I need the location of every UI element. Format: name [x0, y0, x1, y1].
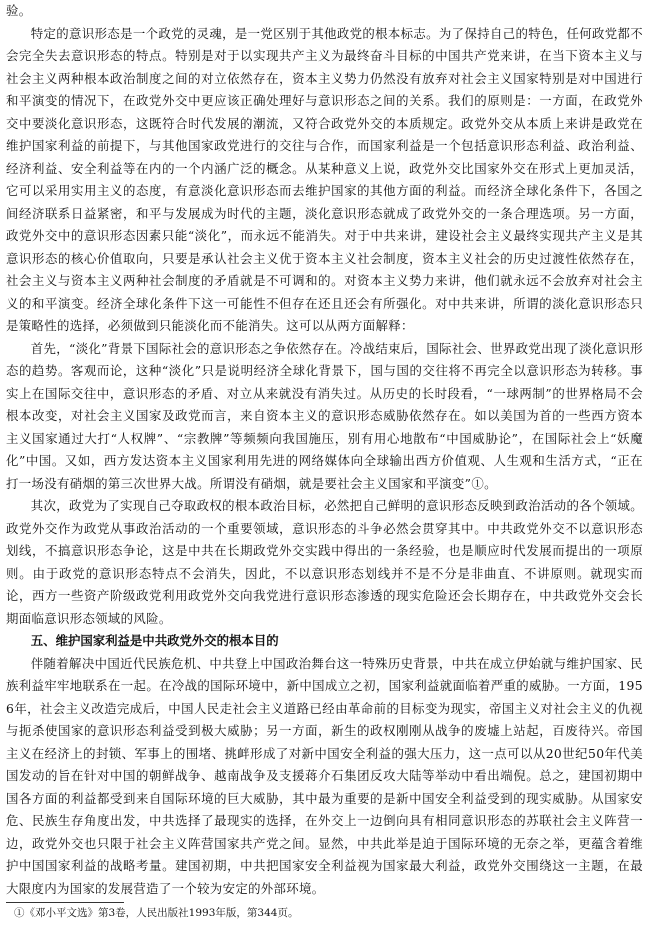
paragraph-first-point: 首先，“淡化”背景下国际社会的意识形态之争依然存在。冷战结束后，国际社会、世界政党出现了淡化意识形态的趋势。客观而论，这种“淡化”只是说明经济全球化背景下，国与国的交往将不再完全以意识形态为转移。事实上在国际交往中，意识形态的矛盾、对立从来就没有消失过。从历史的长时段看，“一球两制”的世界格局不会根本改变，对社会主义国家及政党而言，来自资本主义的意识形态威胁依然存在。如以美国为首的一些西方资本主义国家通过大打“人权牌”、“宗教牌”等频频向我国施压，别有用心地散布“中国威胁论”，在国际社会上“妖魔化”中国。又如，西方发达资本主义国家利用先进的网络媒体向全球输出西方价值观、人生观和生活方式，“正在打一场没有硝烟的第三次世界大战。所谓没有硝烟，就是要社会主义国家和平演变”①。 — [6, 340, 643, 491]
paragraph-national-interest: 伴随着解决中国近代民族危机、中共登上中国政治舞台这一特殊历史背景，中共在成立伊始就与维护国家、民族利益牢牢地联系在一起。在冷战的国际环境中，新中国成立之初，国家利益就面临着严重的威胁。一方面，1956年，社会主义改造完成后，中国人民走社会主义道路已经由革命前的目标变为现实，帝国主义对社会主义的仇视与扼杀使国家的意识形态利益受到极大威胁；另一方面，新生的政权刚刚从战争的废墟上站起，百废待兴。帝国主义在经济上的封锁、军事上的围堵、挑衅形成了对新中国安全利益的强大压力，这一点可以从20世纪50年代美国发动的旨在针对中国的朝鲜战争、越南战争及支援蒋介石集团反攻大陆等举动中看出端倪。总之，建国初期中国各方面的利益都受到来自国际环境的巨大威胁，其中最为重要的是新中国安全利益受到的现实威胁。从国家安危、民族生存角度出发，中共选择了最现实的选择，在外交上一边倒向具有相同意识形态的苏联社会主义阵营一边，政党外交也只限于社会主义阵营国家共产党之间。显然，中共此举是迫于国际环境的无奈之举，更蕴含着维护中国国家利益的战略考量。建国初期，中共把国家安全利益视为国家最大利益，政党外交围绕这一主题，在最大限度内为国家的发展营造了一个较为安定的外部环境。 — [6, 655, 643, 896]
paragraph-second-point: 其次，政党为了实现自己夺取政权的根本政治目标，必然把自己鲜明的意识形态反映到政治活动的各个领域。政党外交作为政党从事政治活动的一个重要领域，意识形态的斗争必然会贯穿其中。中共政党外交不以意识形态划线，不搞意识形态争论，这是中共在长期政党外交实践中得出的一条经验，也是顺应时代发展而提出的一项原则。由于政党的意识形态特点不会消失，因此，不以意识形态划线并不是不分是非曲直、不讲原则。就现实而论，西方一些资产阶级政党利用政党外交向我党进行意识形态渗透的现实危险还会长期存在，中共政党外交会长期面临意识形态领域的风险。 — [6, 498, 643, 626]
footnote-divider — [6, 902, 124, 903]
paragraph-ideology-soul: 特定的意识形态是一个政党的灵魂，是一党区别于其他政党的根本标志。为了保持自己的特色，任何政党都不会完全失去意识形态的特点。特别是对于以实现共产主义为最终奋斗目标的中国共产党来讲，在当下资本主义与社会主义两种根本政治制度之间的对立依然存在，资本主义势力仍然没有放弃对社会主义国家特别是对中国进行和平演变的情况下，在政党外交中更应该正确处理好与意识形态之间的关系。我们的原则是：一方面，在政党外交中要淡化意识形态，这既符合时代发展的潮流，又符合政党外交的本质规定。政党外交从本质上来讲是政党在维护国家利益的前提下，与其他国家政党进行的交往与合作，而国家利益是一个包括意识形态利益、政治利益、经济利益、安全利益等在内的一个内涵广泛的概念。从某种意义上说，政党外交比国家外交在形式上更加灵活，它可以采用实用主义的态度，有意淡化意识形态而去维护国家的其他方面的利益。而经济全球化条件下，各国之间经济联系日益紧密，和平与发展成为时代的主题，淡化意识形态就成了政党外交的一条合理选项。另一方面，政党外交中的意识形态因素只能“淡化”，而永远不能消失。对于中共来讲，建设社会主义最终实现共产主义是其意识形态的核心价值取向，只要是承认社会主义优于资本主义社会制度，资本主义社会的历史过渡性依然存在，社会主义与资本主义两种社会制度的矛盾就是不可调和的。对资本主义势力来讲，他们就永远不会放弃对社会主义的和平演变。经济全球化条件下这一可能性不但存在还且还会有所强化。对中共来讲，所谓的淡化意识形态只是策略性的选择，必须做到只能淡化而不能消失。这可以从两方面解释： — [6, 25, 643, 333]
document-body — [6, 0, 643, 900]
paragraph-continuation: 验。 — [6, 3, 32, 18]
section-heading: 五、维护国家利益是中共政党外交的根本目的 — [30, 633, 279, 648]
footnote: ①《邓小平文选》第3卷，人民出版社1993年版，第344页。 — [14, 907, 299, 919]
